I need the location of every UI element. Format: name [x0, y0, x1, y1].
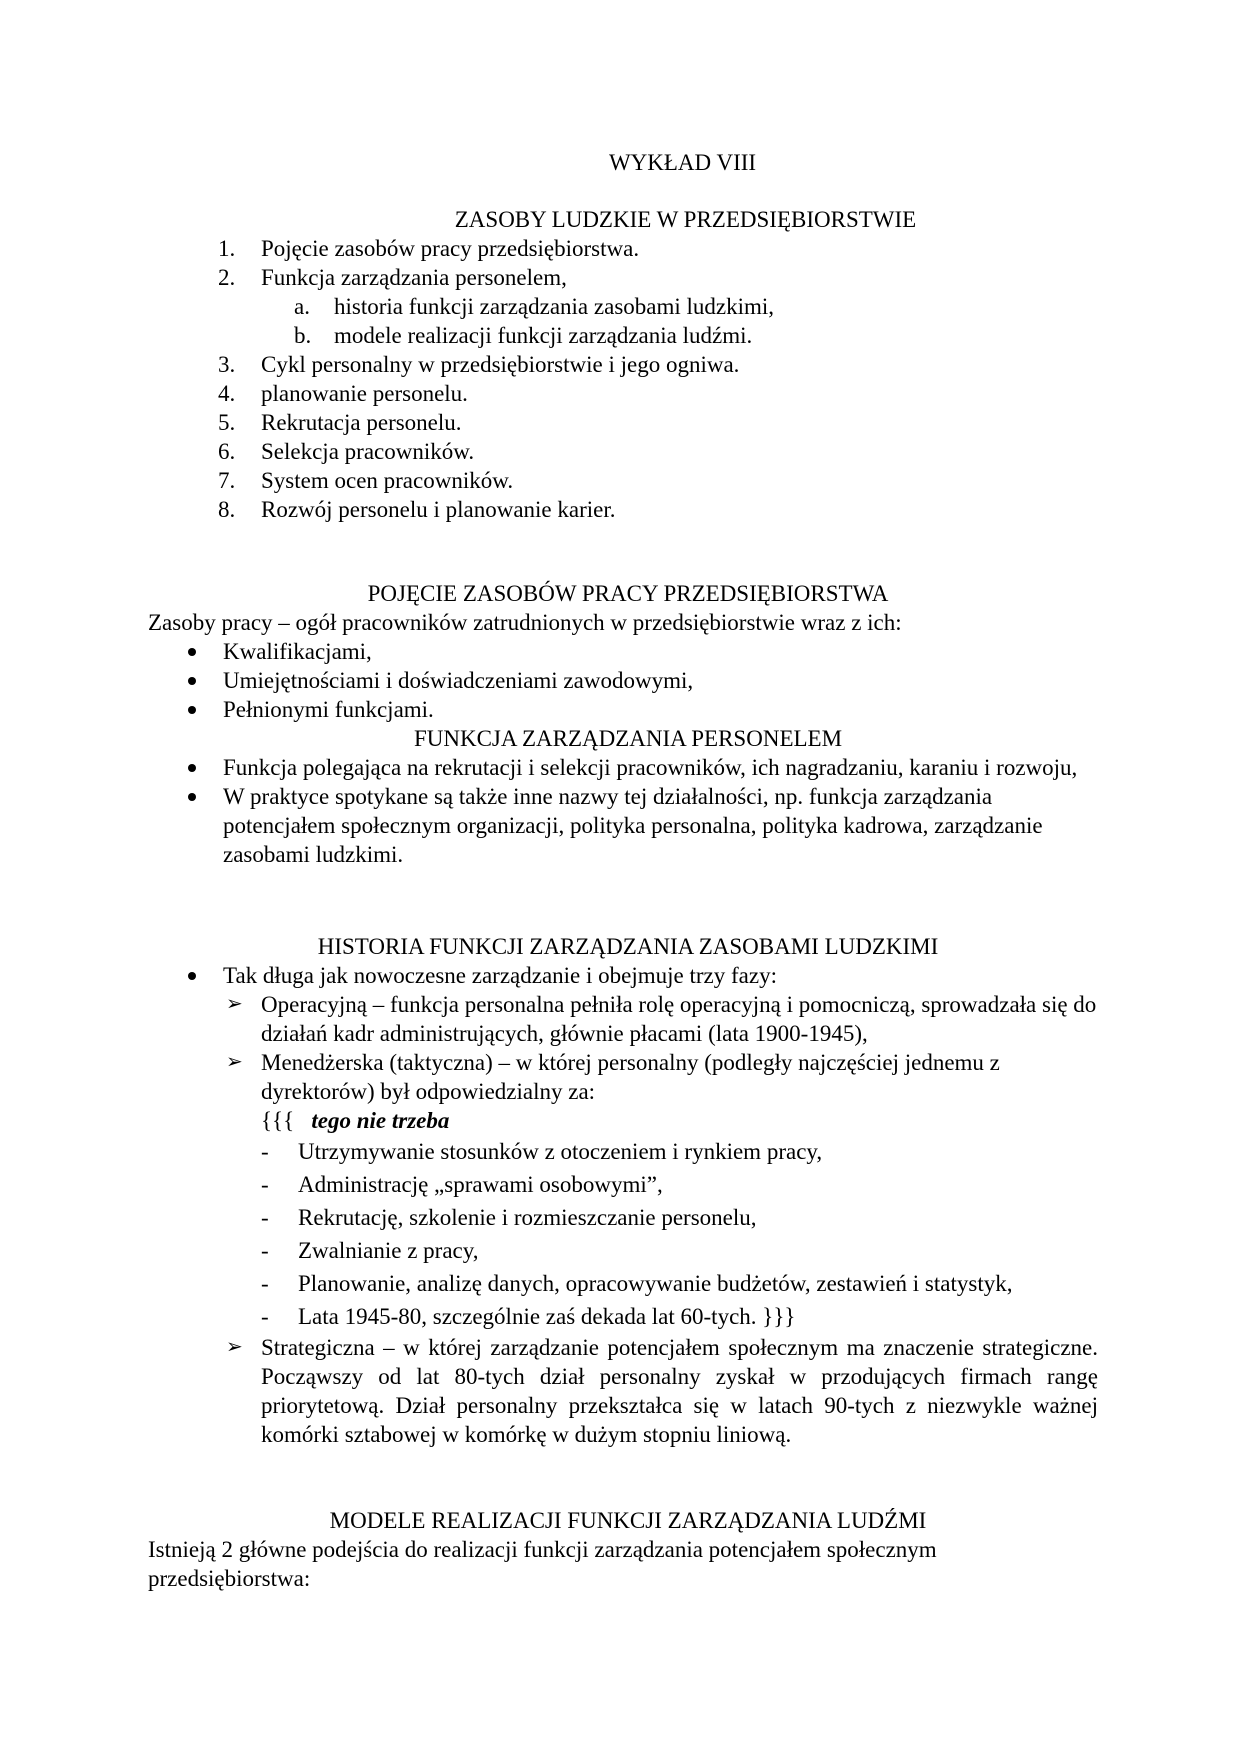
item-text: Kwalifikacjami, [223, 639, 372, 664]
list-item [148, 495, 1098, 524]
item-number: 5. [218, 410, 236, 435]
list-item [148, 1201, 1098, 1234]
outline-list-continued [148, 350, 1098, 524]
item-text: Rekrutację, szkolenie i rozmieszczanie personelu, [298, 1205, 757, 1230]
list-item [148, 292, 1098, 321]
bullet-icon [188, 764, 196, 772]
section-heading: ZASOBY LUDZKIE W PRZEDSIĘBIORSTWIE [454, 207, 917, 232]
note-text: tego nie trzeba [311, 1108, 450, 1133]
bullet-list [148, 753, 1098, 869]
item-text: Planowanie, analizę danych, opracowywanie budżetów, zestawień i statystyk, [298, 1271, 1013, 1296]
item-text: Funkcja polegająca na rekrutacji i selekcji pracowników, ich nagradzaniu, karaniu i rozwoju, [223, 755, 1078, 780]
list-item [148, 350, 1098, 379]
item-text: modele realizacji funkcji zarządzania ludźmi. [334, 323, 753, 348]
item-text: Administrację „sprawami osobowymi”, [298, 1172, 663, 1197]
item-text: planowanie personelu. [261, 381, 468, 406]
outline-list [148, 234, 1098, 292]
dash-marker: - [261, 1304, 269, 1329]
section-heading: POJĘCIE ZASOBÓW PRACY PRZEDSIĘBIORSTWA [367, 581, 889, 606]
item-text: System ocen pracowników. [261, 468, 514, 493]
item-number: 3. [218, 352, 236, 377]
phase-list [148, 1333, 1098, 1449]
item-number: 8. [218, 497, 236, 522]
item-text: Operacyjną – funkcja personalna pełniła rolę operacyjną i pomocniczą, sprowadzała się do działań kadr administrujących, głównie płacami (lata 1900-1945), [261, 992, 1097, 1046]
arrow-bullet-icon: ➢ [226, 1051, 243, 1073]
list-item [148, 961, 1098, 990]
list-item [148, 1168, 1098, 1201]
dash-marker: - [261, 1238, 269, 1263]
dash-marker: - [261, 1172, 269, 1197]
paragraph: Istnieją 2 główne podejścia do realizacji funkcji zarządzania potencjałem społecznym przedsiębiorstwa: [148, 1537, 937, 1591]
item-text: W praktyce spotykane są także inne nazwy tej działalności, np. funkcja zarządzania potencjałem społecznym organizacji, polityka personalna, polityka kadrowa, zarządzanie zasobami ludzkimi. [223, 784, 1043, 867]
item-number: 6. [218, 439, 236, 464]
item-text: Selekcja pracowników. [261, 439, 475, 464]
item-text: Umiejętnościami i doświadczeniami zawodowymi, [223, 668, 694, 693]
arrow-bullet-icon: ➢ [226, 1336, 243, 1358]
phase-list [148, 990, 1098, 1135]
outline-sublist [148, 292, 1098, 350]
list-item [148, 408, 1098, 437]
item-text: Tak długa jak nowoczesne zarządzanie i obejmuje trzy fazy: [223, 963, 777, 988]
list-item [148, 321, 1098, 350]
list-item [148, 782, 1098, 869]
item-text: Funkcja zarządzania personelem, [261, 265, 567, 290]
list-item [148, 637, 1098, 666]
bullet-icon [188, 972, 196, 980]
dash-marker: - [261, 1205, 269, 1230]
item-text: historia funkcji zarządzania zasobami ludzkimi, [334, 294, 775, 319]
bullet-icon [188, 706, 196, 714]
item-text: Menedżerska (taktyczna) – w której personalny (podległy najczęściej jednemu z dyrektorów) był odpowiedzialny za: [261, 1050, 1000, 1104]
section-models [148, 1506, 1098, 1593]
section-outline [148, 205, 1098, 524]
section-history [148, 932, 1098, 1449]
item-letter: a. [294, 294, 310, 319]
item-number: 1. [218, 236, 236, 261]
list-item [148, 1234, 1098, 1267]
bullet-list [148, 961, 1098, 990]
list-item [148, 466, 1098, 495]
section-heading: HISTORIA FUNKCJI ZARZĄDZANIA ZASOBAMI LUDZKIMI [317, 934, 939, 959]
list-item [148, 234, 1098, 263]
item-text: Strategiczna – w której zarządzanie potencjałem społecznym ma znaczenie strategiczne. Począwszy od lat 80-tych dział personalny zyskał w przodujących firmach rangę priorytetową. Dział personalny przekształca się w latach 90-tych z niezwykle ważnej komórki sztabowej w komórkę w dużym stopniu liniową. [261, 1335, 1098, 1447]
note-brackets: {{{ [261, 1108, 295, 1133]
list-item [148, 1333, 1098, 1449]
item-text: Zwalnianie z pracy, [298, 1238, 479, 1263]
dash-list [148, 1135, 1098, 1333]
item-number: 2. [218, 265, 236, 290]
item-number: 7. [218, 468, 236, 493]
arrow-bullet-icon: ➢ [226, 993, 243, 1015]
lecture-title: WYKŁAD VIII [608, 150, 757, 175]
list-item [148, 437, 1098, 466]
item-text: Rozwój personelu i planowanie karier. [261, 497, 616, 522]
section-heading: MODELE REALIZACJI FUNKCJI ZARZĄDZANIA LUDŹMI [329, 1508, 927, 1533]
list-item [148, 1267, 1098, 1300]
list-item [148, 1300, 1098, 1333]
list-item [148, 695, 1098, 724]
item-text: Pojęcie zasobów pracy przedsiębiorstwa. [261, 236, 640, 261]
item-text: Pełnionymi funkcjami. [223, 697, 434, 722]
item-text: Utrzymywanie stosunków z otoczeniem i rynkiem pracy, [298, 1139, 823, 1164]
dash-marker: - [261, 1139, 269, 1164]
list-item [148, 990, 1098, 1048]
section-heading: FUNKCJA ZARZĄDZANIA PERSONELEM [413, 726, 843, 751]
intro-text: Zasoby pracy – ogół pracowników zatrudnionych w przedsiębiorstwie wraz z ich: [148, 610, 902, 635]
note-line [261, 1106, 1098, 1135]
list-item [148, 263, 1098, 292]
item-number: 4. [218, 381, 236, 406]
bullet-list [148, 637, 1098, 724]
bullet-icon [188, 677, 196, 685]
dash-marker: - [261, 1271, 269, 1296]
bullet-icon [188, 648, 196, 656]
bullet-icon [188, 793, 196, 801]
list-item [148, 1135, 1098, 1168]
list-item [148, 379, 1098, 408]
item-text: Lata 1945-80, szczególnie zaś dekada lat 60-tych. }}} [298, 1304, 796, 1329]
list-item [148, 753, 1098, 782]
item-text: Rekrutacja personelu. [261, 410, 462, 435]
item-text: Cykl personalny w przedsiębiorstwie i jego ogniwa. [261, 352, 740, 377]
section-labor-resources [148, 579, 1098, 869]
list-item [148, 1048, 1098, 1135]
item-letter: b. [294, 323, 312, 348]
list-item [148, 666, 1098, 695]
